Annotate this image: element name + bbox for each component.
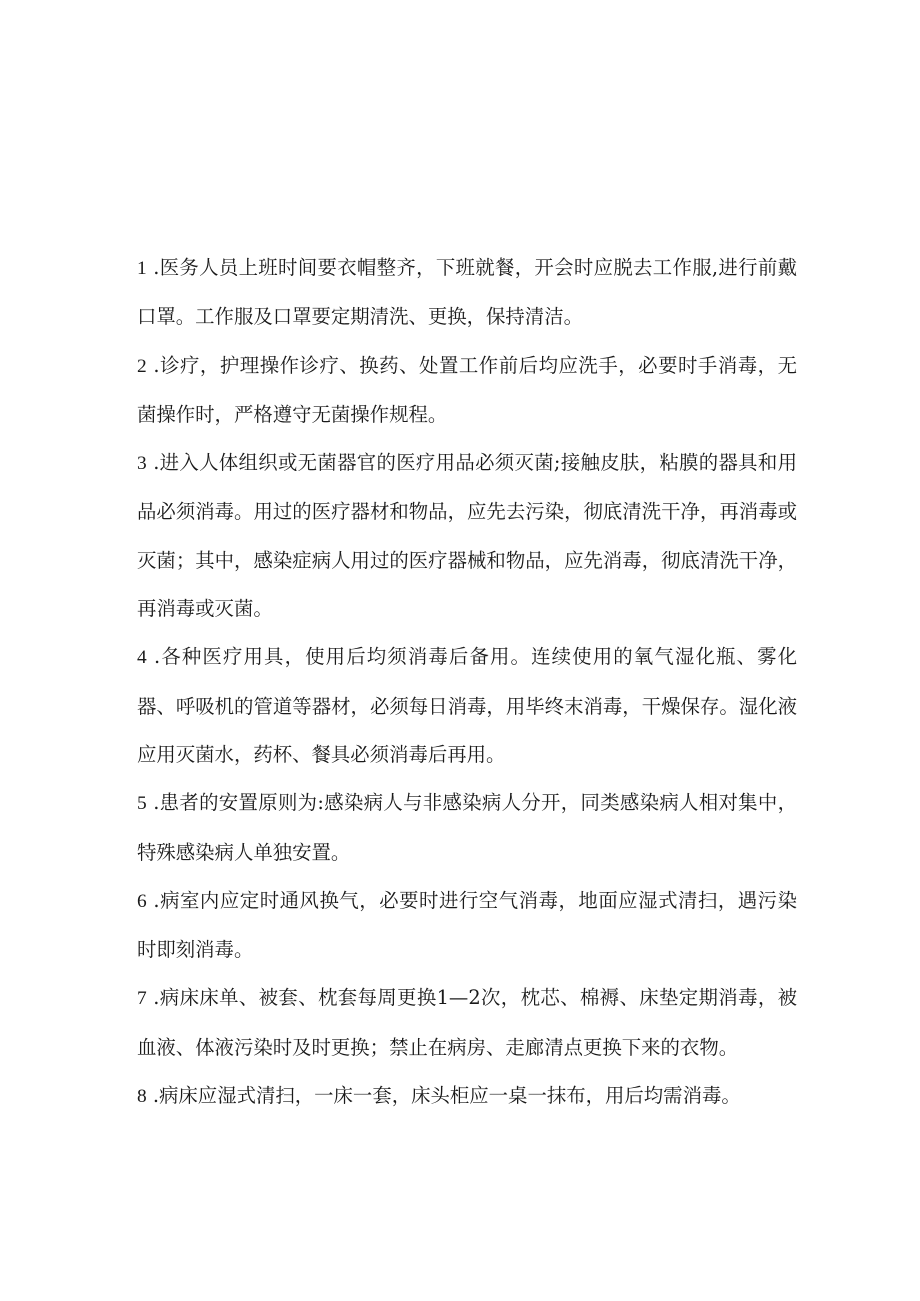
paragraph-text: .诊疗，护理操作诊疗、换药、处置工作前后均应洗手，必要时手消毒，无菌操作时，严格遵守无菌操作规程。 — [137, 353, 797, 426]
document-body — [137, 244, 797, 1121]
paragraph-text: .病床床单、被套、枕套每周更换1—2次，枕芯、棉褥、床垫定期消毒，被血液、体液污染时及时更换；禁止在病房、走廊清点更换下来的衣物。 — [137, 986, 797, 1059]
paragraph-number: 3 — [137, 453, 147, 475]
paragraph-number: 2 — [137, 355, 147, 377]
paragraph-number: 1 — [137, 258, 147, 279]
paragraph-number: 8 — [137, 1086, 147, 1108]
paragraph-5 — [137, 779, 797, 877]
paragraph-text: .病室内应定时通风换气，必要时进行空气消毒，地面应湿式清扫，遇污染时即刻消毒。 — [137, 888, 797, 962]
paragraph-7 — [137, 974, 797, 1072]
paragraph-text: .各种医疗用具，使用后均须消毒后备用。连续使用的氧气湿化瓶、雾化器、呼吸机的管道等器材，必须每日消毒，用毕终末消毒，干燥保存。湿化液应用灭菌水，药杯、餐具必须消毒后再用。 — [137, 645, 797, 766]
paragraph-3 — [137, 439, 797, 633]
paragraph-number: 4 — [137, 647, 147, 669]
paragraph-text: .医务人员上班时间要衣帽整齐，下班就餐，开会时应脱去工作服,进行前戴口罩。工作服及口罩要定期清洗、更换，保持清洁。 — [137, 256, 797, 329]
paragraph-4 — [137, 633, 797, 779]
paragraph-1 — [137, 244, 797, 342]
paragraph-2 — [137, 342, 797, 440]
paragraph-6 — [137, 877, 797, 975]
paragraph-number: 7 — [137, 988, 147, 1010]
paragraph-text: .进入人体组织或无菌器官的医疗用品必须灭菌;接触皮肤，粘膜的器具和用品必须消毒。用过的医疗器材和物品，应先去污染，彻底清洗干净，再消毒或灭菌；其中，感染症病人用过的医疗器械和物品，应先消毒，彻底清洗干净，再消毒或灭菌。 — [137, 451, 797, 621]
paragraph-text: .病床应湿式清扫，一床一套，床头柜应一桌一抹布，用后均需消毒。 — [146, 1084, 741, 1108]
paragraph-number: 6 — [137, 890, 147, 912]
paragraph-number: 5 — [137, 793, 147, 815]
paragraph-8 — [137, 1072, 797, 1121]
paragraph-text: .患者的安置原则为:感染病人与非感染病人分开，同类感染病人相对集中，特殊感染病人单独安置。 — [137, 791, 797, 864]
